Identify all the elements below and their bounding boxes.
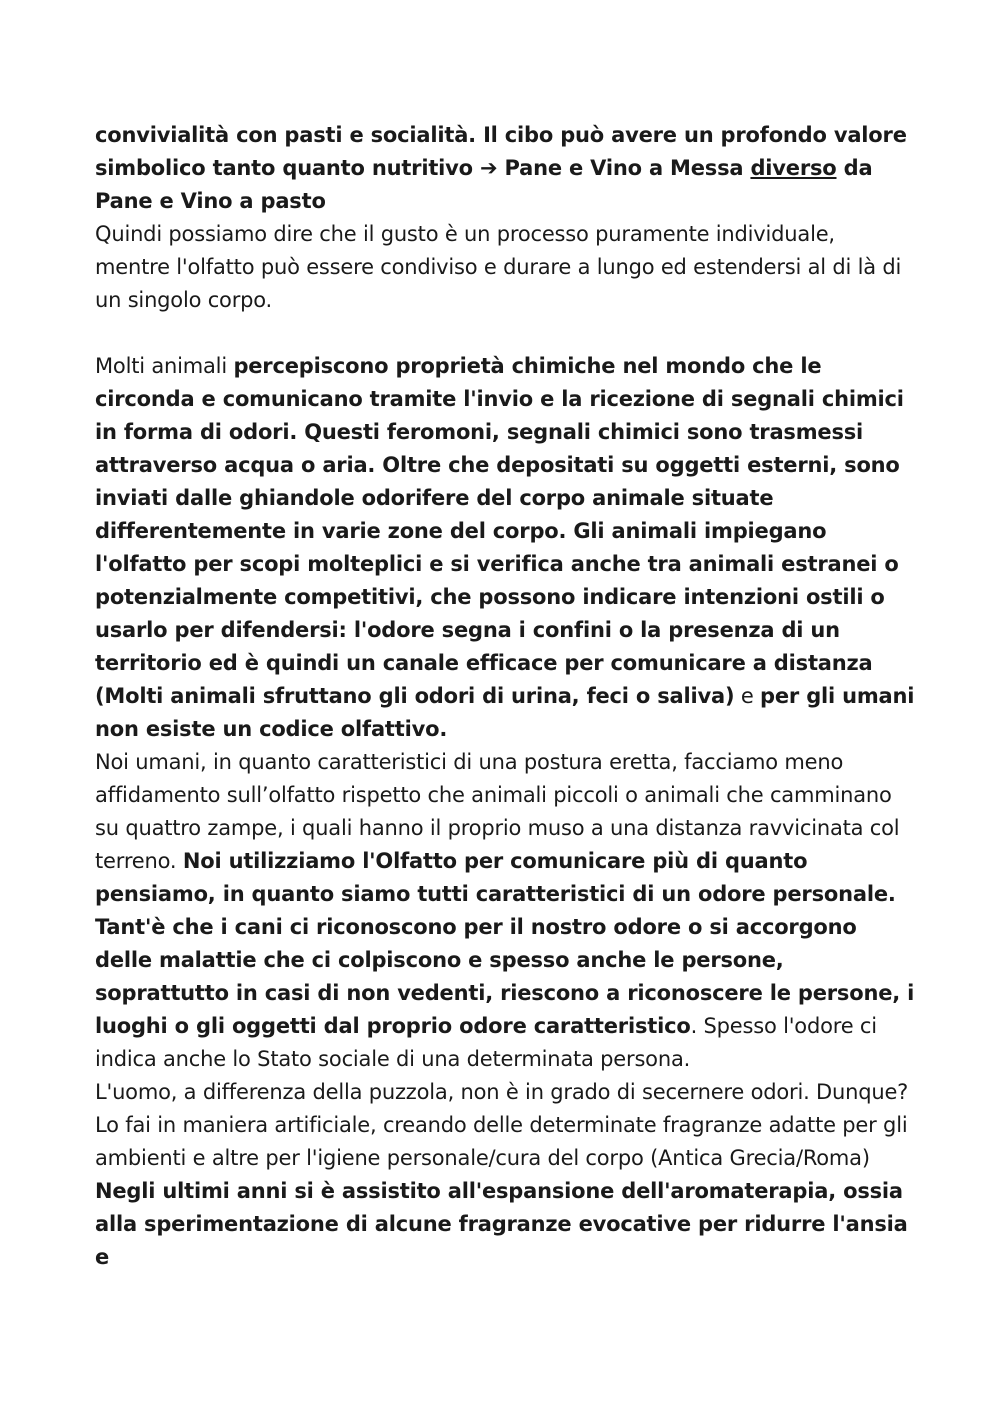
paragraph-animali	[95, 350, 915, 746]
paragraph-convivialita	[95, 119, 915, 218]
paragraph-puzzola: L'uomo, a differenza della puzzola, non è in grado di secernere odori. Dunque? Lo fai in maniera artificiale, creando delle determinate fragranze adatte per gli ambienti e altre per l'igiene personale/cura del corpo (Antica Grecia/Roma)	[95, 1080, 909, 1170]
paragraph-aromaterapia	[95, 1175, 915, 1274]
blank-line	[95, 317, 915, 350]
bold-text: Pane e Vino a Messa	[497, 156, 751, 180]
plain-text: e	[734, 684, 761, 708]
paragraph-gusto: Quindi possiamo dire che il gusto è un processo puramente individuale, mentre l'olfatto può essere condiviso e durare a lungo ed estendersi al di là di un singolo corpo.	[95, 222, 902, 312]
plain-text: . Spesso l'odore ci indica anche lo Stato sociale di una determinata persona.	[95, 1014, 877, 1071]
right-arrow-icon: ➔	[480, 156, 498, 180]
bold-text: da Pane e Vino a pasto	[95, 156, 873, 213]
bold-text: Negli ultimi anni si è assistito all'espansione dell'aromaterapia, ossia alla sperimentazione di alcune fragranze evocative per ridurre l'ansia e	[95, 1179, 908, 1269]
bold-text: per gli umani non esiste un codice olfattivo.	[95, 684, 915, 741]
bold-text: percepiscono proprietà chimiche nel mondo che le circonda e comunicano tramite l'invio e la ricezione di segnali chimici in forma di odori. Questi feromoni, segnali chimici sono trasmessi attraverso acqua o aria. Oltre che depositati su oggetti esterni, sono inviati dalle ghiandole odorifere del corpo animale situate differentemente in varie zone del corpo. Gli animali impiegano l'olfatto per scopi molteplici e si verifica anche tra animali estranei o potenzialmente competitivi, che possono indicare intenzioni ostili o usarlo per difendersi: l'odore segna i confini o la presenza di un territorio ed è quindi un canale efficace per comunicare a distanza (Molti animali sfruttano gli odori di urina, feci o saliva)	[95, 354, 904, 708]
paragraph-umani	[95, 746, 915, 1076]
underlined-text: diverso	[750, 156, 837, 180]
bold-text: Noi utilizziamo l'Olfatto per comunicare più di quanto pensiamo, in quanto siamo tutti caratteristici di un odore personale. Tant'è che i cani ci riconoscono per il nostro odore o si accorgono delle malattie che ci colpiscono e spesso anche le persone, soprattutto in casi di non vedenti, riescono a riconoscere le persone, i luoghi o gli oggetti dal proprio odore caratteristico	[95, 849, 915, 1038]
bold-text: convivialità con pasti e socialità. Il cibo può avere un profondo valore simbolico tanto quanto nutritivo	[95, 123, 907, 180]
plain-text: Noi umani, in quanto caratteristici di una postura eretta, facciamo meno affidamento sull’olfatto rispetto che animali piccoli o animali che camminano su quattro zampe, i quali hanno il proprio muso a una distanza ravvicinata col terreno.	[95, 750, 900, 873]
plain-text: Molti animali	[95, 354, 234, 378]
document-page	[95, 119, 915, 1274]
